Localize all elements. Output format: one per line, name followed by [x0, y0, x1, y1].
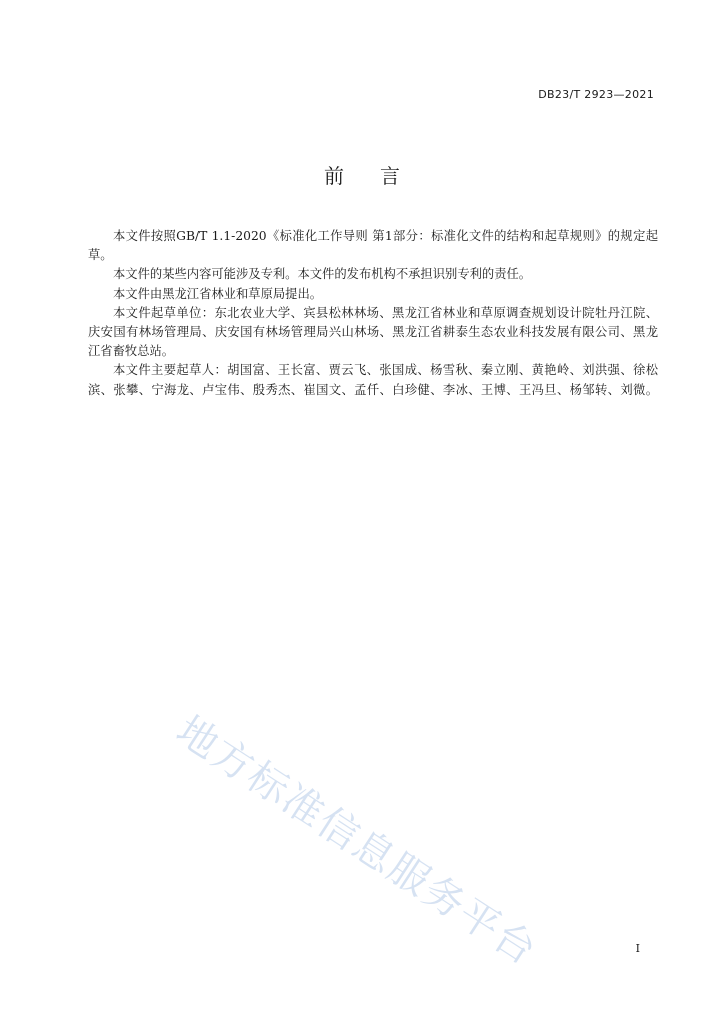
paragraph-line: 本文件按照GB/T 1.1-2020《标准化工作导则 第1部分：标准化文件的结构和起草规则》的规定起 — [113, 229, 658, 243]
foreword-body — [88, 227, 658, 400]
document-code: DB23/T 2923—2021 — [538, 88, 654, 101]
page-title: 前言 — [324, 164, 436, 188]
paragraph-line: 江省畜牧总站。 — [88, 344, 175, 359]
paragraph-proposer — [88, 285, 658, 304]
page-number: I — [635, 942, 640, 955]
paragraph-drafting-units — [88, 304, 658, 362]
paragraph-line: 本文件起草单位：东北农业大学、宾县松林林场、黑龙江省林业和草原调查规划设计院牡丹江院、 — [113, 305, 658, 320]
paragraph-line: 庆安国有林场管理局、庆安国有林场管理局兴山林场、黑龙江省耕泰生态农业科技发展有限公司、黑龙 — [88, 325, 658, 340]
paragraph-patent-notice — [88, 265, 658, 284]
paragraph-line: 滨、张攀、宁海龙、卢宝伟、殷秀杰、崔国文、孟仟、白珍健、李冰、王博、王冯旦、杨邹转、刘微。 — [88, 382, 658, 397]
paragraph-line: 本文件由黑龙江省林业和草原局提出。 — [113, 286, 323, 301]
paragraph-line: 本文件主要起草人：胡国富、王长富、贾云飞、张国成、杨雪秋、秦立刚、黄艳岭、刘洪强、徐松 — [113, 363, 658, 378]
paragraph-line: 本文件的某些内容可能涉及专利。本文件的发布机构不承担识别专利的责任。 — [113, 267, 532, 282]
paragraph-drafters — [88, 361, 658, 399]
watermark: 地方标准信息服务平台 — [168, 707, 546, 975]
paragraph-standard-reference — [88, 227, 658, 265]
paragraph-line: 草。 — [88, 248, 113, 263]
